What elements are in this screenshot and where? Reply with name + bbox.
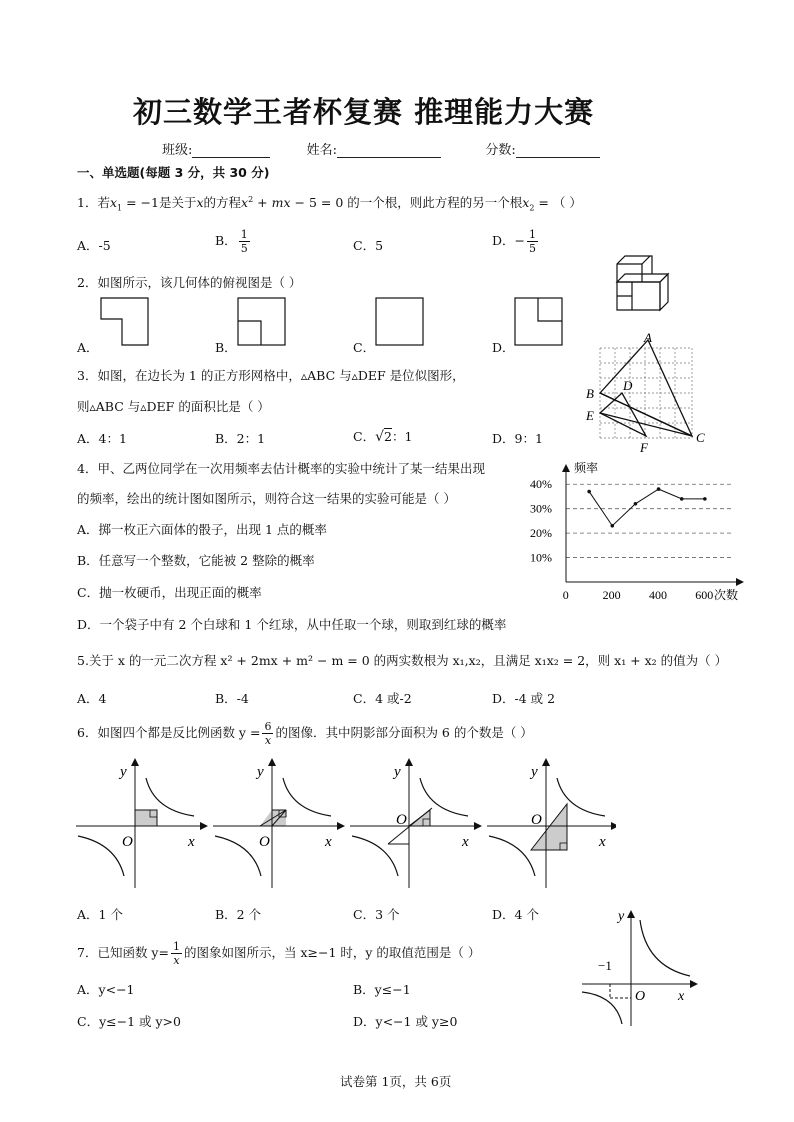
q6-graph-2: [213, 758, 345, 888]
label-c: C: [696, 430, 705, 445]
label-b: B: [586, 386, 594, 401]
q4-option-c[interactable]: C．抛一枚硬币，出现正面的概率: [77, 585, 262, 600]
q6-option-c[interactable]: C．3 个: [353, 907, 400, 922]
q3-option-a[interactable]: A．4：1: [77, 431, 127, 446]
q2-option-c-figure: [375, 297, 425, 347]
svg-text:y: y: [618, 909, 625, 924]
q7-option-d[interactable]: D．y<−1 或 y≥0: [353, 1014, 458, 1029]
q6-graph-1: [76, 758, 208, 888]
name-blank[interactable]: [337, 144, 441, 158]
q5-option-c[interactable]: C．4 或-2: [353, 691, 412, 706]
question-1-stem: 1．若$x_1 = -1$是关于x的方程$x^2$ + mx − 5 = 0 的一个根，则此方程的另一个根$x_2$ = （ ）: [77, 194, 582, 213]
y-tick-label-2: 30%: [530, 501, 552, 516]
question-2-stem: 2．如图所示，该几何体的俯视图是（ ）: [77, 275, 302, 290]
data-point-2: [634, 502, 638, 506]
label-a: A: [644, 330, 652, 345]
q6-graph-3: [350, 758, 482, 888]
q2-option-d-figure: [514, 297, 564, 347]
q2-option-c[interactable]: C．: [353, 340, 376, 355]
y-tick-label-1: 20%: [530, 526, 552, 541]
x-tick-label-3: 600: [695, 588, 714, 602]
score-label: 分数:: [485, 143, 516, 158]
frequency-line-chart: [528, 458, 750, 606]
label-e: E: [586, 408, 594, 423]
svg-text:−1: −1: [598, 958, 612, 973]
q4-option-b[interactable]: B．任意写一个整数，它能被 2 整除的概率: [77, 553, 315, 568]
svg-text:x: x: [462, 834, 469, 850]
svg-text:y: y: [120, 764, 127, 780]
label-d: D: [623, 378, 633, 393]
q7-option-a[interactable]: A．y<−1: [77, 982, 135, 997]
question-3-line-2: 则▵ABC 与▵DEF 的面积比是（ ）: [77, 399, 270, 414]
q6-option-b[interactable]: B．2 个: [215, 907, 262, 922]
student-info-header: [162, 139, 600, 158]
svg-text:O: O: [396, 812, 407, 828]
q1-option-b[interactable]: B． $\frac{1}{5}$: [215, 228, 248, 255]
svg-text:y: y: [394, 764, 401, 780]
page-title: 初三数学王者杯复赛 推理能力大赛: [133, 95, 595, 129]
y-tick-label-3: 40%: [530, 477, 552, 492]
score-blank[interactable]: [516, 144, 600, 158]
q7-reciprocal-graph: [578, 906, 702, 1030]
svg-text:O: O: [122, 834, 133, 850]
svg-text:x: x: [678, 989, 685, 1004]
q7-option-c[interactable]: C．y≤−1 或 y>0: [77, 1014, 181, 1029]
svg-text:y: y: [257, 764, 264, 780]
class-label: 班级:: [162, 143, 193, 158]
svg-text:y: y: [531, 764, 538, 780]
q6-graphs: [76, 758, 616, 890]
q6-option-d[interactable]: D．4 个: [492, 907, 539, 922]
q1-option-c[interactable]: C．5: [353, 238, 384, 253]
q4-option-a[interactable]: A．掷一枚正六面体的骰子，出现 1 点的概率: [77, 522, 327, 537]
x-tick-label-0: 0: [562, 588, 569, 602]
solid-3d-figure: [612, 252, 672, 316]
question-5-stem: 5.关于 x 的一元二次方程 x² + 2mx + m² − m = 0 的两实数根为 x₁,x₂，且满足 x₁x₂ = 2，则 x₁ + x₂ 的值为（ ）: [77, 653, 728, 668]
q6-option-a[interactable]: A．1 个: [77, 907, 123, 922]
q2-option-a-figure: [100, 297, 150, 347]
page-footer: 试卷第 1页，共 6页: [340, 1074, 452, 1089]
q7-option-b[interactable]: B．y≤−1: [353, 982, 411, 997]
y-axis-arrow: [562, 464, 570, 472]
q1-option-a[interactable]: A．-5: [77, 238, 111, 253]
q5-option-d[interactable]: D．-4 或 2: [492, 691, 556, 706]
q2-option-d[interactable]: D．: [492, 340, 515, 355]
data-point-1: [610, 524, 614, 528]
question-6-stem: 6．如图四个都是反比例函数 y = $\frac{6}{x}$ 的图像．其中阴影部分面积为 6 的个数是（ ）: [77, 720, 533, 747]
svg-text:O: O: [259, 834, 270, 850]
q3-option-b[interactable]: B．2：1: [215, 431, 266, 446]
section-heading: 一、单选题(每题 3 分，共 30 分): [77, 165, 270, 180]
q1-option-d[interactable]: D．− $\frac{1}{5}$: [492, 228, 536, 255]
y-tick-label-0: 10%: [530, 550, 552, 565]
x-axis-label: 次数: [714, 588, 739, 602]
x-tick-label-2: 400: [648, 588, 667, 602]
q5-option-b[interactable]: B．-4: [215, 691, 249, 706]
svg-text:O: O: [635, 989, 646, 1004]
y-axis-label: 频率: [574, 461, 599, 475]
x-axis-arrow: [736, 578, 744, 586]
frequency-series-line: [589, 489, 705, 526]
svg-text:x: x: [599, 834, 606, 850]
q2-option-b-figure: [237, 297, 287, 347]
svg-text:x: x: [325, 834, 332, 850]
q4-option-d[interactable]: D．一个袋子中有 2 个白球和 1 个红球，从中任取一个球，则取到红球的概率: [77, 617, 507, 632]
svg-text:x: x: [188, 834, 195, 850]
data-point-3: [657, 487, 661, 491]
question-4-line-1: 4．甲、乙两位同学在一次用频率去估计概率的实验中统计了某一结果出现: [77, 461, 485, 476]
x-tick-label-1: 200: [602, 588, 621, 602]
question-7-stem: 7．已知函数 y= $\frac{1}{x}$ 的图象如图所示，当 x≥−1 时，y 的取值范围是（ ）: [77, 940, 481, 967]
name-label: 姓名:: [306, 143, 338, 158]
data-point-0: [587, 490, 591, 494]
class-blank[interactable]: [192, 144, 270, 158]
data-point-5: [703, 497, 707, 501]
q2-option-b[interactable]: B．: [215, 340, 237, 355]
similar-triangles-grid-figure: [582, 330, 712, 455]
q3-option-c[interactable]: C．√2：1: [353, 429, 413, 445]
label-f: F: [640, 440, 648, 455]
svg-text:O: O: [531, 812, 542, 828]
data-point-4: [680, 497, 684, 501]
q5-option-a[interactable]: A．4: [77, 691, 107, 706]
q2-option-a[interactable]: A．: [77, 340, 99, 355]
question-4-line-2: 的频率，绘出的统计图如图所示，则符合这一结果的实验可能是（ ）: [77, 491, 456, 506]
q3-option-d[interactable]: D．9：1: [492, 431, 543, 446]
q6-graph-4: [487, 758, 616, 888]
question-3-line-1: 3．如图，在边长为 1 的正方形网格中，▵ABC 与▵DEF 是位似图形，: [77, 368, 465, 383]
